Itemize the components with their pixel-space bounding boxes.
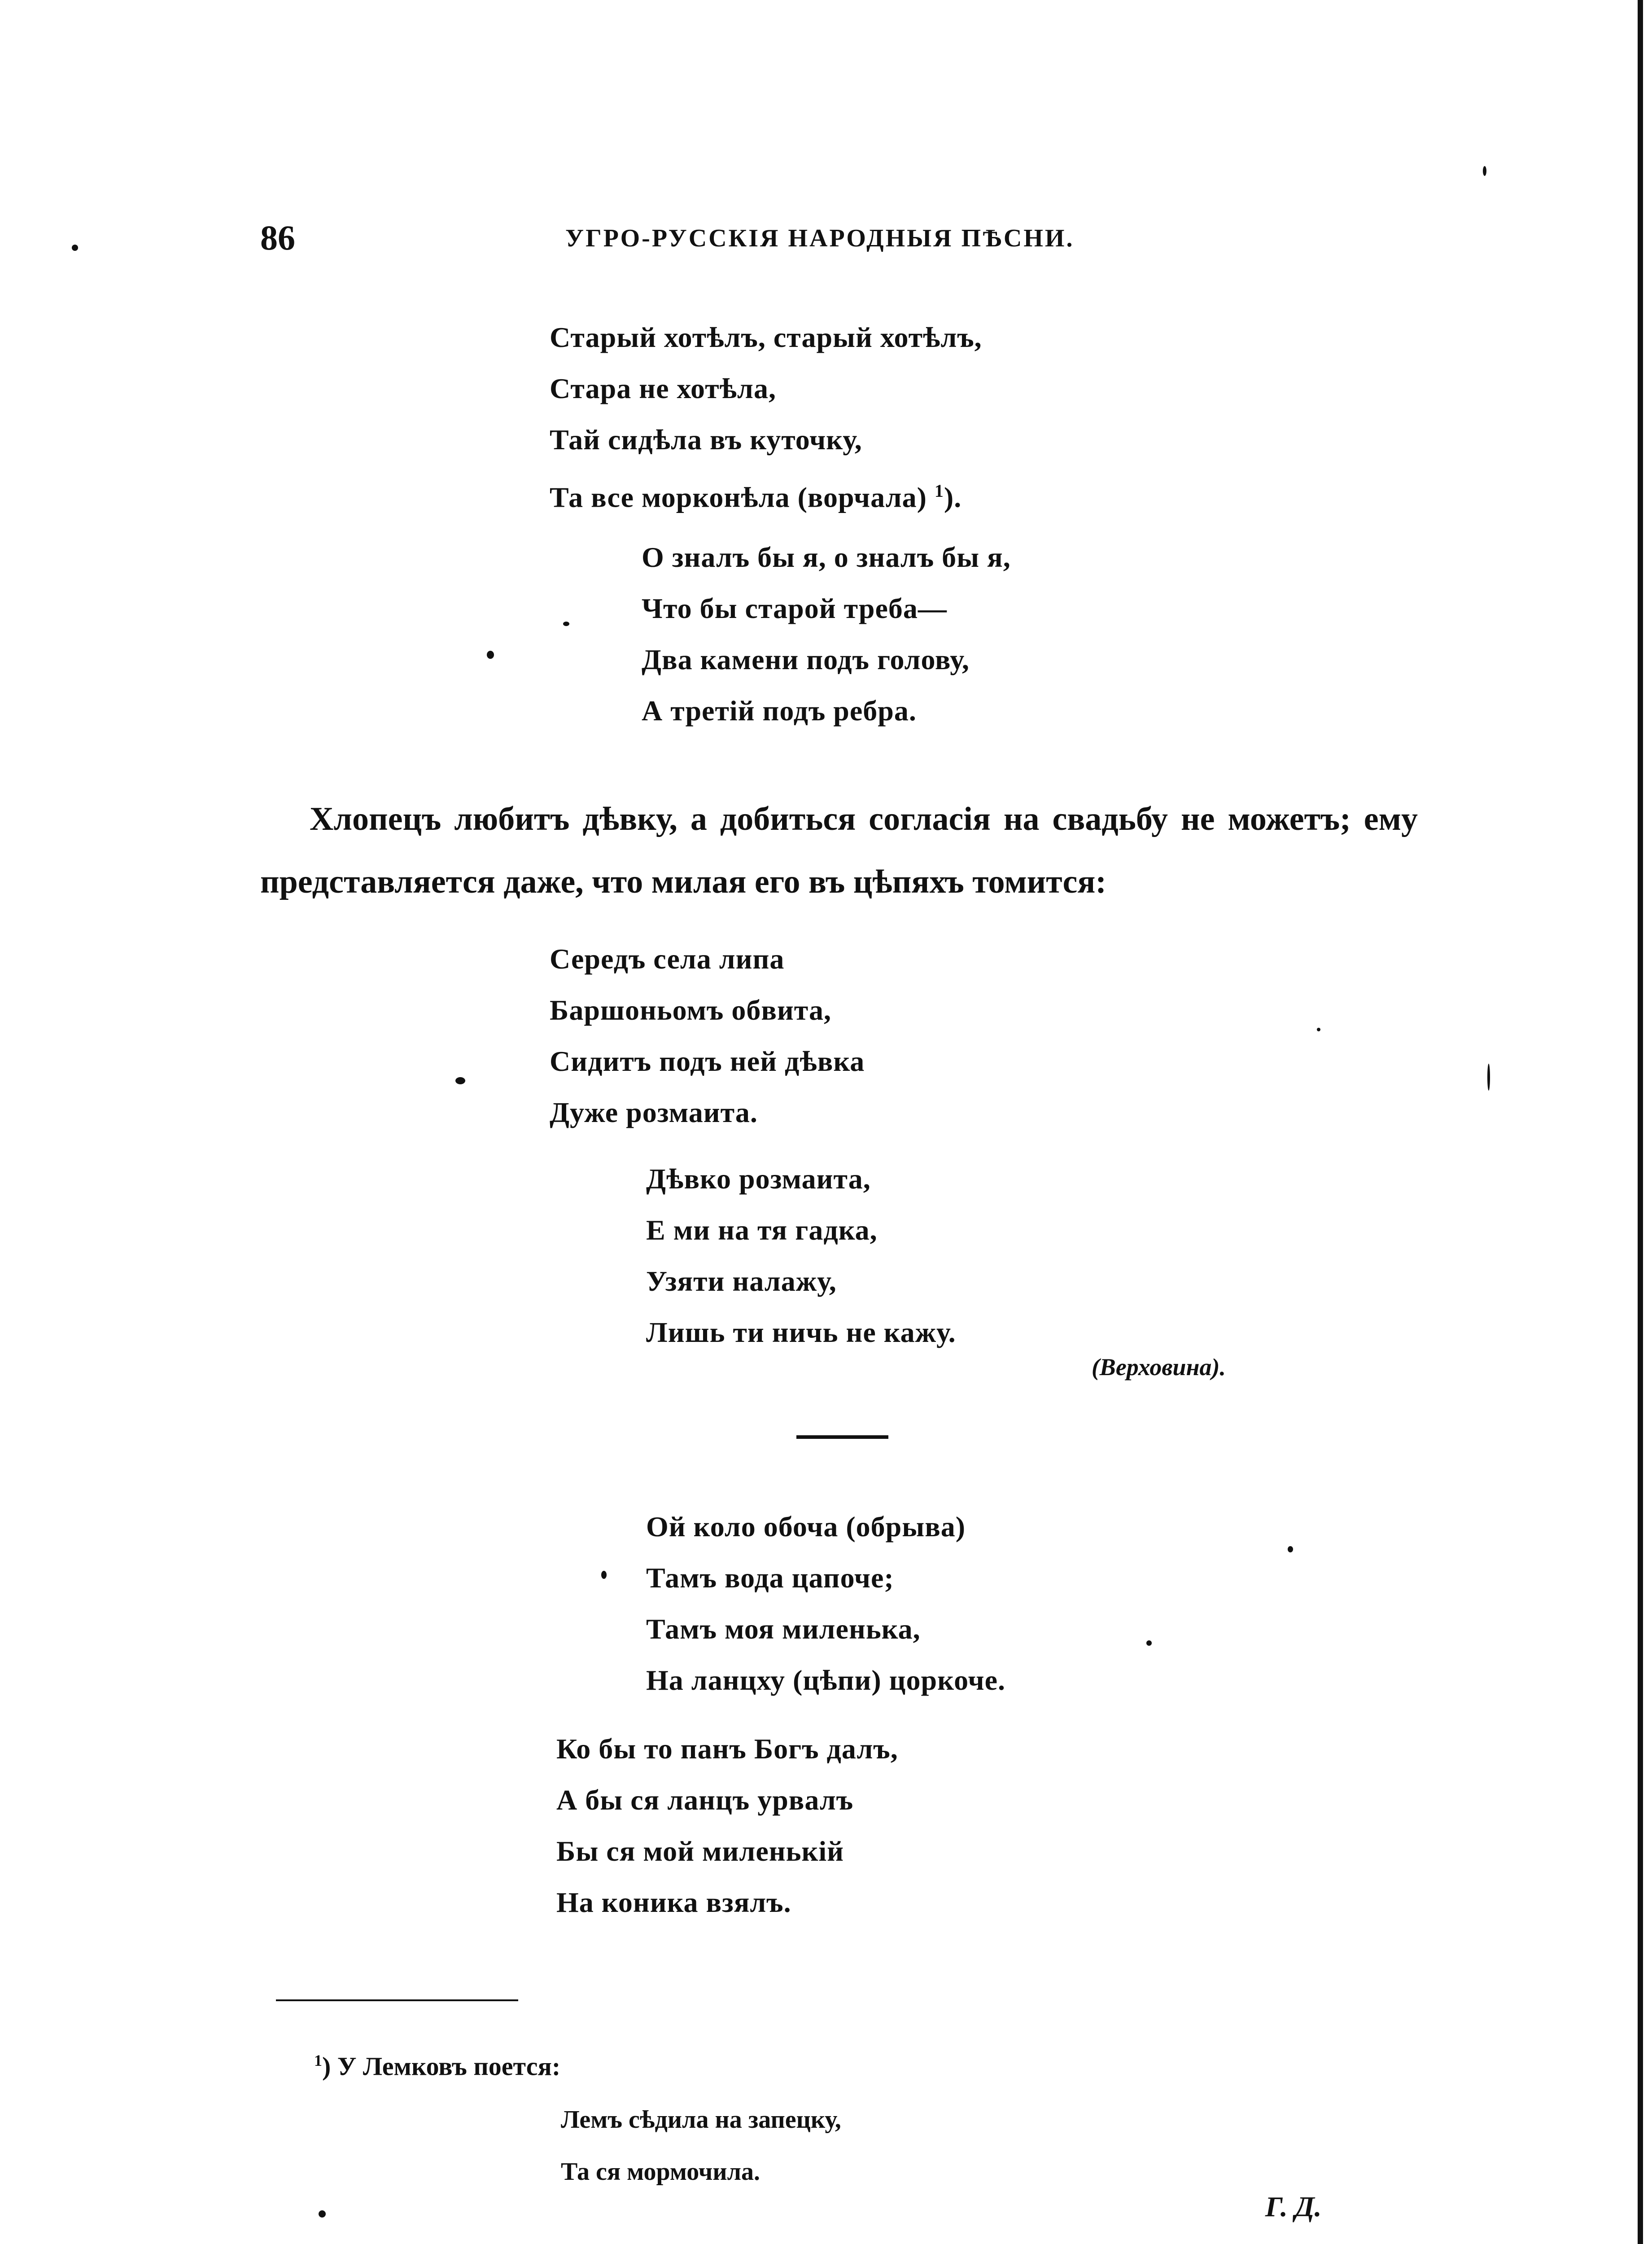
verse-line: Тай сидѣла въ куточку,	[550, 424, 862, 456]
verse-line: Стара не хотѣла,	[550, 373, 776, 404]
verse-line: О зналъ бы я, о зналъ бы я,	[642, 541, 1011, 573]
page-header	[260, 218, 1409, 272]
print-speck	[563, 622, 569, 626]
song2-stanza2	[646, 1153, 956, 1358]
print-speck	[72, 245, 78, 251]
footnote-verse	[561, 2094, 841, 2198]
footnote-number: 1	[314, 2051, 322, 2069]
print-speck	[1146, 1640, 1152, 1646]
verse-line-text: Та все морконѣла (ворчала)	[550, 481, 927, 513]
footnote-intro	[314, 2051, 560, 2081]
verse-line: Бы ся мой миленькій	[556, 1835, 844, 1867]
verse-line: На ланцху (цѣпи) цоркоче.	[646, 1664, 1005, 1696]
source-attribution: (Верховина).	[1091, 1354, 1226, 1381]
verse-line: А бы ся ланцъ урвалъ	[556, 1784, 854, 1816]
print-speck	[455, 1077, 465, 1084]
print-speck	[601, 1571, 607, 1579]
song1-stanza1	[550, 312, 982, 523]
verse-line: Дуже розмаита.	[550, 1096, 758, 1128]
print-speck	[1487, 1064, 1490, 1091]
verse-line: Старый хотѣлъ, старый хотѣлъ,	[550, 321, 982, 353]
verse-line: Что бы старой треба—	[642, 592, 947, 624]
print-speck	[1317, 1028, 1320, 1031]
footnote-marker: 1	[934, 481, 944, 501]
verse-line: А третій подъ ребра.	[642, 695, 917, 727]
print-speck	[1288, 1546, 1293, 1552]
footnote-marker-close: ).	[944, 481, 962, 513]
verse-line: Тамъ вода цапоче;	[646, 1562, 894, 1594]
verse-line: Е ми на тя гадка,	[646, 1214, 878, 1246]
verse-line: Лишь ти ничь не кажу.	[646, 1316, 956, 1348]
footnote-intro-text: ) У Лемковъ поется:	[322, 2051, 561, 2081]
verse-line: Ко бы то панъ Богъ далъ,	[556, 1733, 898, 1765]
footnote-line: Лемъ сѣдила на запецку,	[561, 2106, 841, 2134]
verse-line	[550, 465, 982, 523]
page-edge	[1638, 0, 1643, 2244]
print-speck	[1483, 166, 1486, 176]
print-speck	[319, 2210, 326, 2218]
song3-stanza1	[646, 1501, 1005, 1706]
verse-line: Ой коло обоча (обрыва)	[646, 1511, 966, 1543]
print-speck	[487, 651, 494, 659]
verse-line: На коника взялъ.	[556, 1886, 791, 1918]
verse-line: Два камени подъ голову,	[642, 644, 970, 675]
running-title: УГРО-РУССКІЯ НАРОДНЫЯ ПѢСНИ.	[565, 224, 1075, 252]
song3-stanza2	[556, 1723, 898, 1928]
prose-paragraph: Хлопецъ любитъ дѣвку, а добиться согласія на свадьбу не можетъ; ему представляется даже, что милая его въ цѣпяхъ томится:	[260, 801, 1418, 900]
verse-line: Сидитъ подъ ней дѣвка	[550, 1045, 865, 1077]
footnote-rule	[276, 1999, 518, 2001]
page-number: 86	[260, 218, 295, 257]
verse-line: Дѣвко розмаита,	[646, 1163, 871, 1195]
verse-line: Баршоньомъ обвита,	[550, 994, 831, 1026]
verse-line: Узяти налажу,	[646, 1265, 837, 1297]
verse-line: Тамъ моя миленька,	[646, 1613, 921, 1645]
song2-stanza1	[550, 934, 865, 1138]
signature-initials: Г. Д.	[1265, 2191, 1322, 2222]
verse-line: Середъ села липа	[550, 943, 785, 975]
footnote-line: Та ся мормочила.	[561, 2158, 760, 2186]
song1-stanza2	[642, 532, 1011, 736]
section-divider	[796, 1435, 888, 1439]
